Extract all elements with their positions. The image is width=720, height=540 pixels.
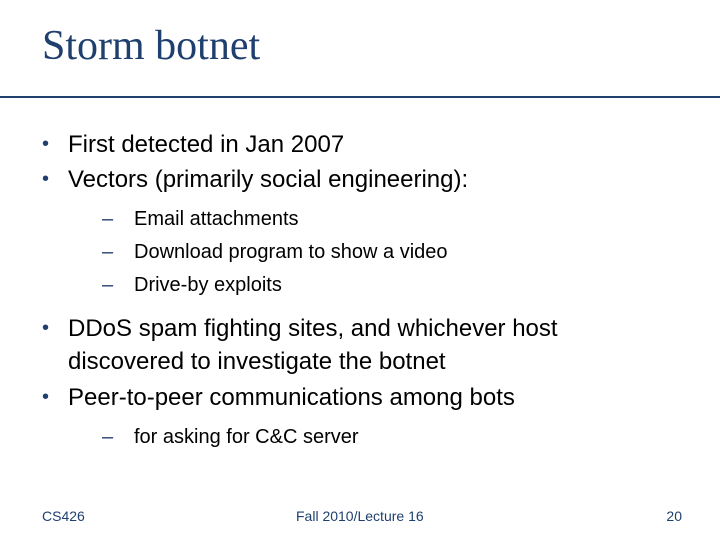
sub-bullet-item <box>102 421 359 454</box>
sub-bullet-text: Drive-by exploits <box>134 274 282 296</box>
sub-bullet-item <box>102 269 282 302</box>
dash-marker: – <box>102 241 114 263</box>
bullet-text: DDoS spam fighting sites, and whichever host discovered to investigate the botnet <box>68 315 558 375</box>
dash-marker: – <box>102 208 114 230</box>
footer-lecture: Fall 2010/Lecture 16 <box>296 508 424 524</box>
sub-bullet-text: Email attachments <box>134 208 299 230</box>
footer-page-number: 20 <box>666 508 682 524</box>
sub-bullet-text: for asking for C&C server <box>134 426 359 448</box>
bullet-marker: • <box>42 133 50 155</box>
bullet-text: Vectors (primarily social engineering): <box>68 166 469 193</box>
dash-marker: – <box>102 426 114 448</box>
bullet-marker: • <box>42 386 50 408</box>
bullet-item <box>42 128 668 161</box>
bullet-marker: • <box>42 168 50 190</box>
bullet-text: Peer-to-peer communications among bots <box>68 384 515 411</box>
bullet-item <box>42 381 668 414</box>
footer-course: CS426 <box>42 508 85 524</box>
title-divider <box>0 96 720 98</box>
sub-bullet-item <box>102 236 448 269</box>
sub-bullet-text: Download program to show a video <box>134 241 448 263</box>
slide-title: Storm botnet <box>42 23 261 69</box>
dash-marker: – <box>102 274 114 296</box>
bullet-item <box>42 312 668 378</box>
bullet-text: First detected in Jan 2007 <box>68 131 345 158</box>
bullet-marker: • <box>42 317 50 339</box>
sub-bullet-item <box>102 203 299 236</box>
bullet-item <box>42 163 668 196</box>
